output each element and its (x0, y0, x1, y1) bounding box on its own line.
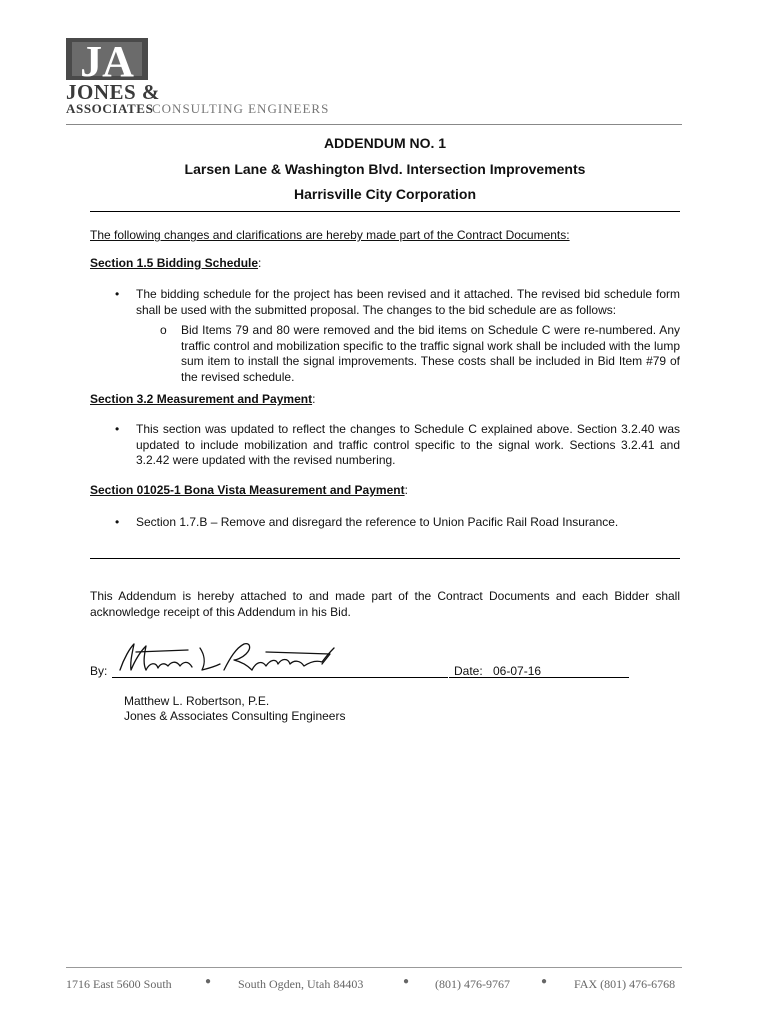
signature-line (112, 677, 448, 678)
footer-city: South Ogden, Utah 84403 (238, 977, 364, 991)
section-bullet-text: The bidding schedule for the project has been revised and it attached. The revised bid schedule form shall be used with the submitted proposal. The changes to the bid schedule are as follows: (136, 287, 680, 317)
intro-text: The following changes and clarifications are hereby made part of the Contract Documents: (90, 228, 570, 242)
company-logo (66, 38, 148, 80)
date-value: 06-07-16 (493, 664, 542, 678)
date-line (449, 677, 629, 678)
section-heading-text: Section 3.2 Measurement and Payment (90, 392, 313, 406)
section-heading-text: Section 01025-1 Bona Vista Measurement and Payment (90, 483, 405, 497)
section-heading (90, 483, 408, 499)
owner-title: Harrisville City Corporation (293, 186, 477, 202)
sub-bullet-icon: o (160, 323, 167, 337)
project-title: Larsen Lane & Washington Blvd. Intersection Improvements (184, 161, 586, 177)
heading-colon: : (258, 256, 262, 270)
footer-separator-icon: ● (541, 976, 548, 987)
section-bullet-text: This section was updated to reflect the changes to Schedule C explained above. Section 3.2.40 was updated to include mobilization and traffic control specific to the signal work. Sections 3.2.41 and 3.2.42 were updated with the revised numbering. (136, 422, 680, 467)
header-divider (66, 124, 682, 125)
footer-divider (66, 967, 682, 968)
logo-initials: JA (80, 38, 134, 80)
bullet-icon: • (115, 515, 120, 529)
logo-name-line2: ASSOCIATES (66, 101, 154, 116)
handwritten-signature (116, 640, 338, 680)
bullet-icon: • (115, 422, 120, 436)
footer-separator-icon: ● (403, 976, 410, 987)
body-divider (90, 558, 680, 559)
logo-name-line1: JONES & (66, 80, 160, 104)
by-label: By: (90, 664, 108, 678)
title-divider (90, 211, 680, 212)
bullet-icon: • (115, 287, 120, 301)
logo-tagline: CONSULTING ENGINEERS (152, 101, 330, 116)
section-sub-bullet-text: Bid Items 79 and 80 were removed and the bid items on Schedule C were re-numbered. Any traffic control and mobilization specific to the traffic signal work shall be included with the lump sum item to install the signal improvements. These costs shall be included in Bid Item #79 of the revised schedule. (181, 323, 680, 384)
section-heading (90, 392, 315, 408)
signer-company: Jones & Associates Consulting Engineers (124, 709, 346, 723)
section-bullet-text: Section 1.7.B – Remove and disregard the reference to Union Pacific Rail Road Insurance. (136, 515, 619, 529)
acknowledgement-text: This Addendum is hereby attached to and made part of the Contract Documents and each Bidder shall acknowledge receipt of this Addendum in his Bid. (90, 589, 680, 619)
heading-colon: : (312, 392, 316, 406)
date-label: Date: (454, 664, 483, 678)
section-heading (90, 256, 261, 272)
signer-name: Matthew L. Robertson, P.E. (124, 694, 270, 708)
footer-address: 1716 East 5600 South (66, 977, 172, 991)
footer-fax: FAX (801) 476-6768 (574, 977, 676, 991)
addendum-title: ADDENDUM NO. 1 (323, 135, 447, 151)
footer-separator-icon: ● (205, 976, 212, 987)
section-heading-text: Section 1.5 Bidding Schedule (90, 256, 259, 270)
footer-phone: (801) 476-9767 (435, 977, 510, 991)
heading-colon: : (404, 483, 408, 497)
